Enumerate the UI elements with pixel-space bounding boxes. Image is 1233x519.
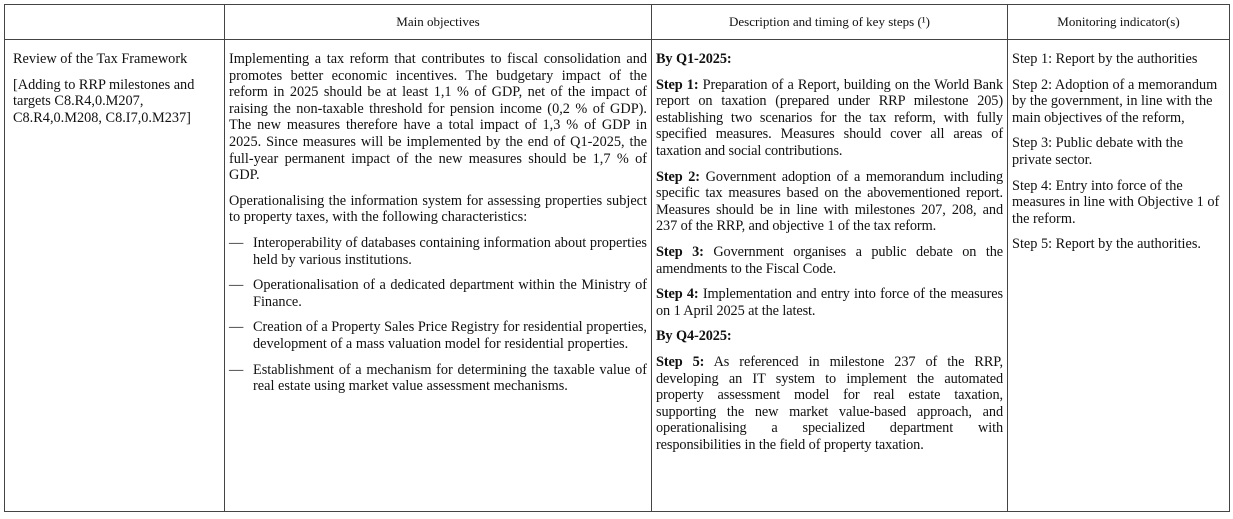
- table-row: [5, 40, 1230, 512]
- main-objectives-cell: [225, 40, 652, 512]
- dash-marker: —: [229, 319, 244, 336]
- list-item: [229, 319, 647, 352]
- step-text: Preparation of a Report, building on the World Bank report on taxation (prepared under RRP milestone 205) establishing two scenarios for the tax reform, with fully specified measures. Measures should cover all areas of taxation and social contributions.: [656, 76, 1003, 159]
- header-monitoring-indicators: Monitoring indicator(s): [1008, 5, 1230, 40]
- list-item: [229, 235, 647, 268]
- step-item: [656, 169, 1003, 235]
- step-label: Step 5:: [656, 353, 705, 370]
- dash-marker: —: [229, 277, 244, 294]
- step-text: Government organises a public debate on the amendments to the Fiscal Code.: [656, 243, 1003, 277]
- reform-note: [Adding to RRP milestones and targets C8.R4,0.M207, C8.R4,0.M208, C8.I7,0.M237]: [13, 76, 195, 126]
- header-description-timing: Description and timing of key steps (¹): [652, 5, 1008, 40]
- reform-table: [4, 4, 1230, 512]
- reform-name-cell: [5, 40, 225, 512]
- indicator-item: Step 3: Public debate with the private sector.: [1012, 135, 1184, 168]
- step-text: Implementation and entry into force of the measures on 1 April 2025 at the latest.: [656, 286, 1004, 319]
- objective-list: [229, 235, 647, 395]
- step-label: Step 2:: [656, 168, 700, 185]
- steps-cell: [652, 40, 1008, 512]
- indicator-item: Step 1: Report by the authorities: [1012, 51, 1198, 67]
- indicator-item: Step 4: Entry into force of the measures in line with Objective 1 of the reform.: [1012, 177, 1220, 227]
- header-col1: [5, 5, 225, 40]
- timing-heading-q4: By Q4-2025:: [656, 328, 732, 345]
- reform-title: Review of the Tax Framework: [13, 51, 188, 67]
- step-text: As referenced in milestone 237 of the RRP, developing an IT system to implement the automated property assessment model for real estate taxation, supporting the new market value-based approach, and operationalising a specialized department with responsibilities in the field of property taxation.: [656, 353, 1003, 453]
- indicator-item: Step 2: Adoption of a memorandum by the government, in line with the main objectives of the reform,: [1012, 76, 1218, 126]
- dash-marker: —: [229, 234, 244, 251]
- step-label: Step 4:: [656, 286, 699, 303]
- step-label: Step 1:: [656, 76, 699, 93]
- header-row: [5, 5, 1230, 40]
- step-label: Step 3:: [656, 243, 704, 260]
- objective-second: Operationalising the information system for assessing properties subject to property taxes, with the following characteristics:: [229, 192, 647, 226]
- objective-intro: Implementing a tax reform that contributes to fiscal consolidation and promotes better economic incentives. The budgetary impact of the reform in 2025 should be at least 1,1 % of GDP, net of the impact of raising the non-taxable threshold for pension income (0,2 % of GDP). The new measures therefore have a total impact of 1,3 % of GDP in 2025. Since measures will be implemented by the end of Q1-2025, the full-year permanent impact of the new measures should be 1,7 % of GDP.: [229, 51, 647, 184]
- list-item-text: Establishment of a mechanism for determining the taxable value of real estate using market value assessment mechanisms.: [253, 361, 647, 395]
- step-text: Government adoption of a memorandum including specific tax measures based on the abovementioned report. Measures should be in line with milestones 207, 208, and 237 of the RRP, and objective 1 of the tax reform.: [656, 168, 1003, 235]
- dash-marker: —: [229, 361, 244, 378]
- list-item: [229, 362, 647, 395]
- step-item: [656, 354, 1003, 454]
- step-item: [656, 244, 1003, 277]
- monitoring-cell: [1008, 40, 1230, 512]
- header-main-objectives: Main objectives: [225, 5, 652, 40]
- list-item-text: Operationalisation of a dedicated department within the Ministry of Finance.: [253, 277, 647, 310]
- list-item-text: Interoperability of databases containing information about properties held by various institutions.: [253, 234, 647, 268]
- indicator-item: Step 5: Report by the authorities.: [1012, 236, 1202, 253]
- timing-heading-q1: By Q1-2025:: [656, 51, 732, 67]
- list-item-text: Creation of a Property Sales Price Registry for residential properties, development of a mass valuation model for residential properties.: [253, 319, 647, 352]
- list-item: [229, 277, 647, 310]
- step-item: [656, 286, 1003, 319]
- step-item: [656, 77, 1003, 160]
